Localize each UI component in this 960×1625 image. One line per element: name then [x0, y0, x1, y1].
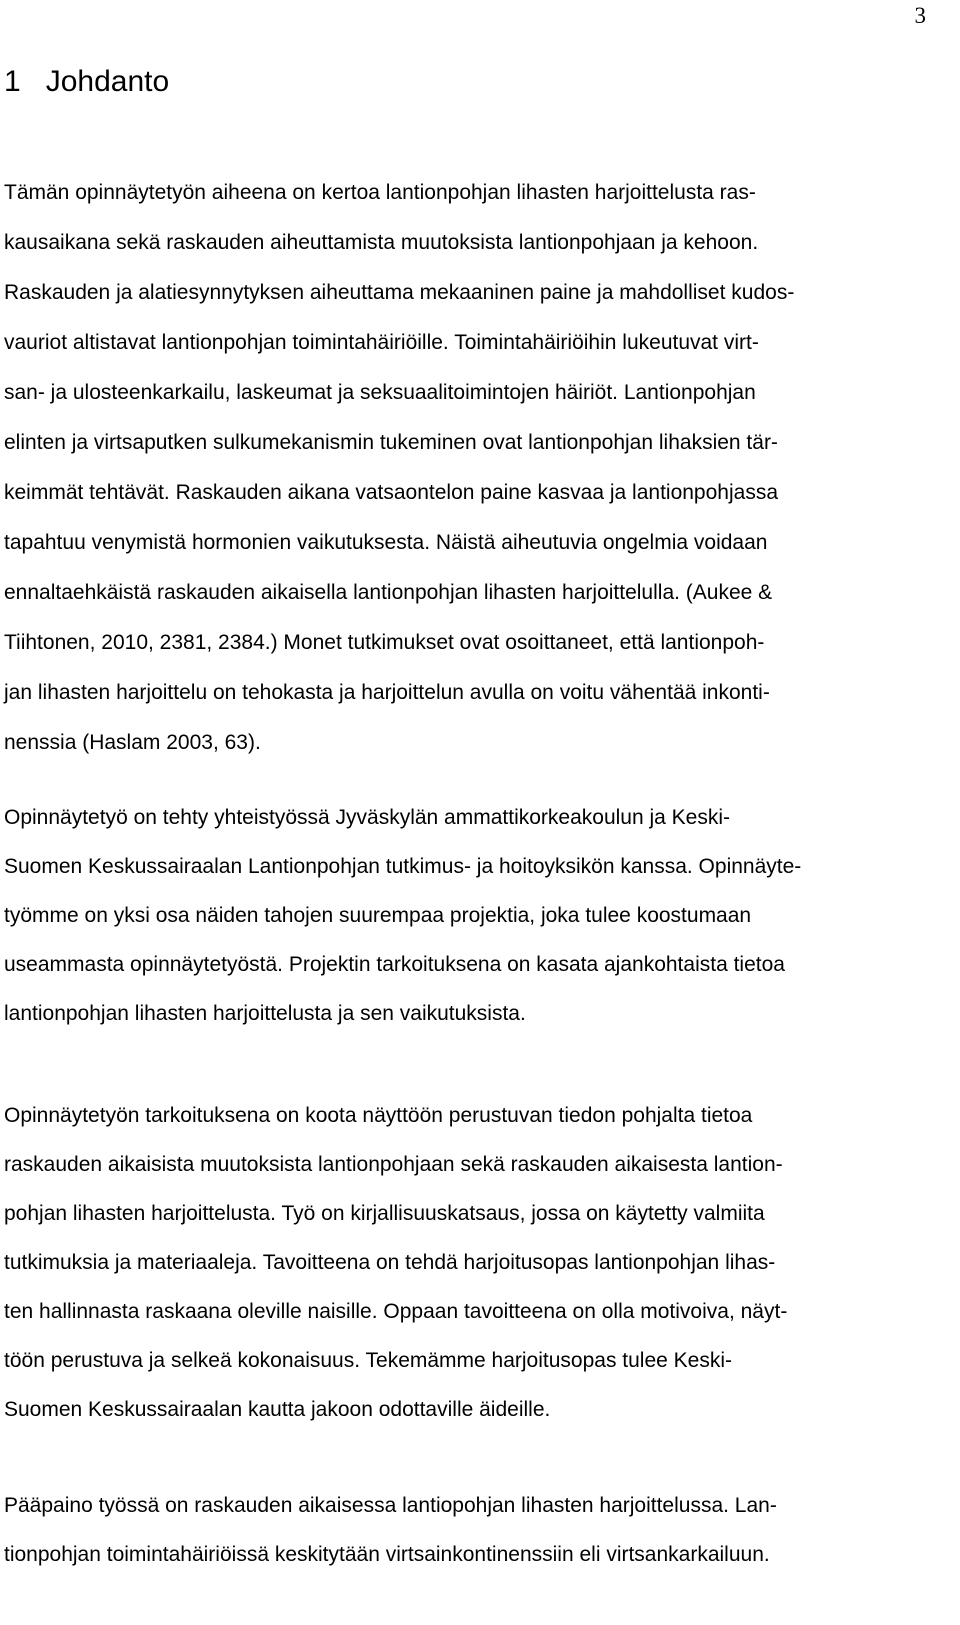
text-line: san- ja ulosteenkarkailu, laskeumat ja seksuaalitoimintojen häiriöt. Lantionpohjan: [4, 381, 756, 404]
text-line: tionpohjan toimintahäiriöissä keskitytään virtsainkontinenssiin eli virtsankarkailuun.: [4, 1543, 770, 1566]
text-line: useammasta opinnäytetyöstä. Projektin tarkoituksena on kasata ajankohtaista tietoa: [4, 953, 785, 976]
page-number: 3: [914, 3, 926, 28]
paragraph-2: [4, 800, 939, 1045]
text-line: vauriot altistavat lantionpohjan toimintahäiriöille. Toimintahäiriöihin lukeutuvat virt-: [4, 331, 759, 354]
text-line: Tiihtonen, 2010, 2381, 2384.) Monet tutkimukset ovat osoittaneet, että lantionpoh-: [4, 631, 765, 654]
text-line: työmme on yksi osa näiden tahojen suurempaa projektia, joka tulee koostumaan: [4, 904, 752, 927]
text-line: jan lihasten harjoittelu on tehokasta ja harjoittelun avulla on voitu vähentää inkonti-: [4, 681, 770, 704]
chapter-number: 1: [4, 65, 21, 98]
paragraph-1: [4, 175, 939, 775]
text-line: ennaltaehkäistä raskauden aikaisella lantionpohjan lihasten harjoittelulla. (Aukee &: [4, 581, 773, 604]
text-line: pohjan lihasten harjoittelusta. Työ on kirjallisuuskatsaus, jossa on käytetty valmiita: [4, 1202, 765, 1225]
text-line: Pääpaino työssä on raskauden aikaisessa lantiopohjan lihasten harjoittelussa. Lan-: [4, 1494, 777, 1517]
text-line: raskauden aikaisista muutoksista lantionpohjaan sekä raskauden aikaisesta lantion-: [4, 1153, 783, 1176]
chapter-title: Johdanto: [45, 65, 170, 98]
chapter-heading: [4, 62, 169, 102]
text-line: ten hallinnasta raskaana oleville naisille. Oppaan tavoitteena on olla motivoiva, näyt-: [4, 1300, 788, 1323]
text-line: kausaikana sekä raskauden aiheuttamista muutoksista lantionpohjaan ja kehoon.: [4, 231, 759, 254]
text-line: lantionpohjan lihasten harjoittelusta ja sen vaikutuksista.: [4, 1002, 526, 1025]
text-line: tutkimuksia ja materiaaleja. Tavoitteena on tehdä harjoitusopas lantionpohjan lihas-: [4, 1251, 776, 1274]
text-line: Suomen Keskussairaalan Lantionpohjan tutkimus- ja hoitoyksikön kanssa. Opinnäyte-: [4, 855, 802, 878]
text-line: tapahtuu venymistä hormonien vaikutuksesta. Näistä aiheutuvia ongelmia voidaan: [4, 531, 768, 554]
text-line: Tämän opinnäytetyön aiheena on kertoa lantionpohjan lihasten harjoittelusta ras-: [4, 181, 756, 204]
paragraph-4: [4, 1488, 939, 1586]
text-line: elinten ja virtsaputken sulkumekanismin tukeminen ovat lantionpohjan lihaksien tär-: [4, 431, 778, 454]
text-line: Suomen Keskussairaalan kautta jakoon odottaville äideille.: [4, 1398, 551, 1421]
text-line: töön perustuva ja selkeä kokonaisuus. Tekemämme harjoitusopas tulee Keski-: [4, 1349, 733, 1372]
text-line: nenssia (Haslam 2003, 63).: [4, 731, 261, 754]
text-line: keimmät tehtävät. Raskauden aikana vatsaontelon paine kasvaa ja lantionpohjassa: [4, 481, 778, 504]
text-line: Raskauden ja alatiesynnytyksen aiheuttama mekaaninen paine ja mahdolliset kudos-: [4, 281, 795, 304]
paragraph-3: [4, 1098, 939, 1441]
text-line: Opinnäytetyö on tehty yhteistyössä Jyväskylän ammattikorkeakoulun ja Keski-: [4, 806, 731, 829]
text-line: Opinnäytetyön tarkoituksena on koota näyttöön perustuvan tiedon pohjalta tietoa: [4, 1104, 753, 1127]
